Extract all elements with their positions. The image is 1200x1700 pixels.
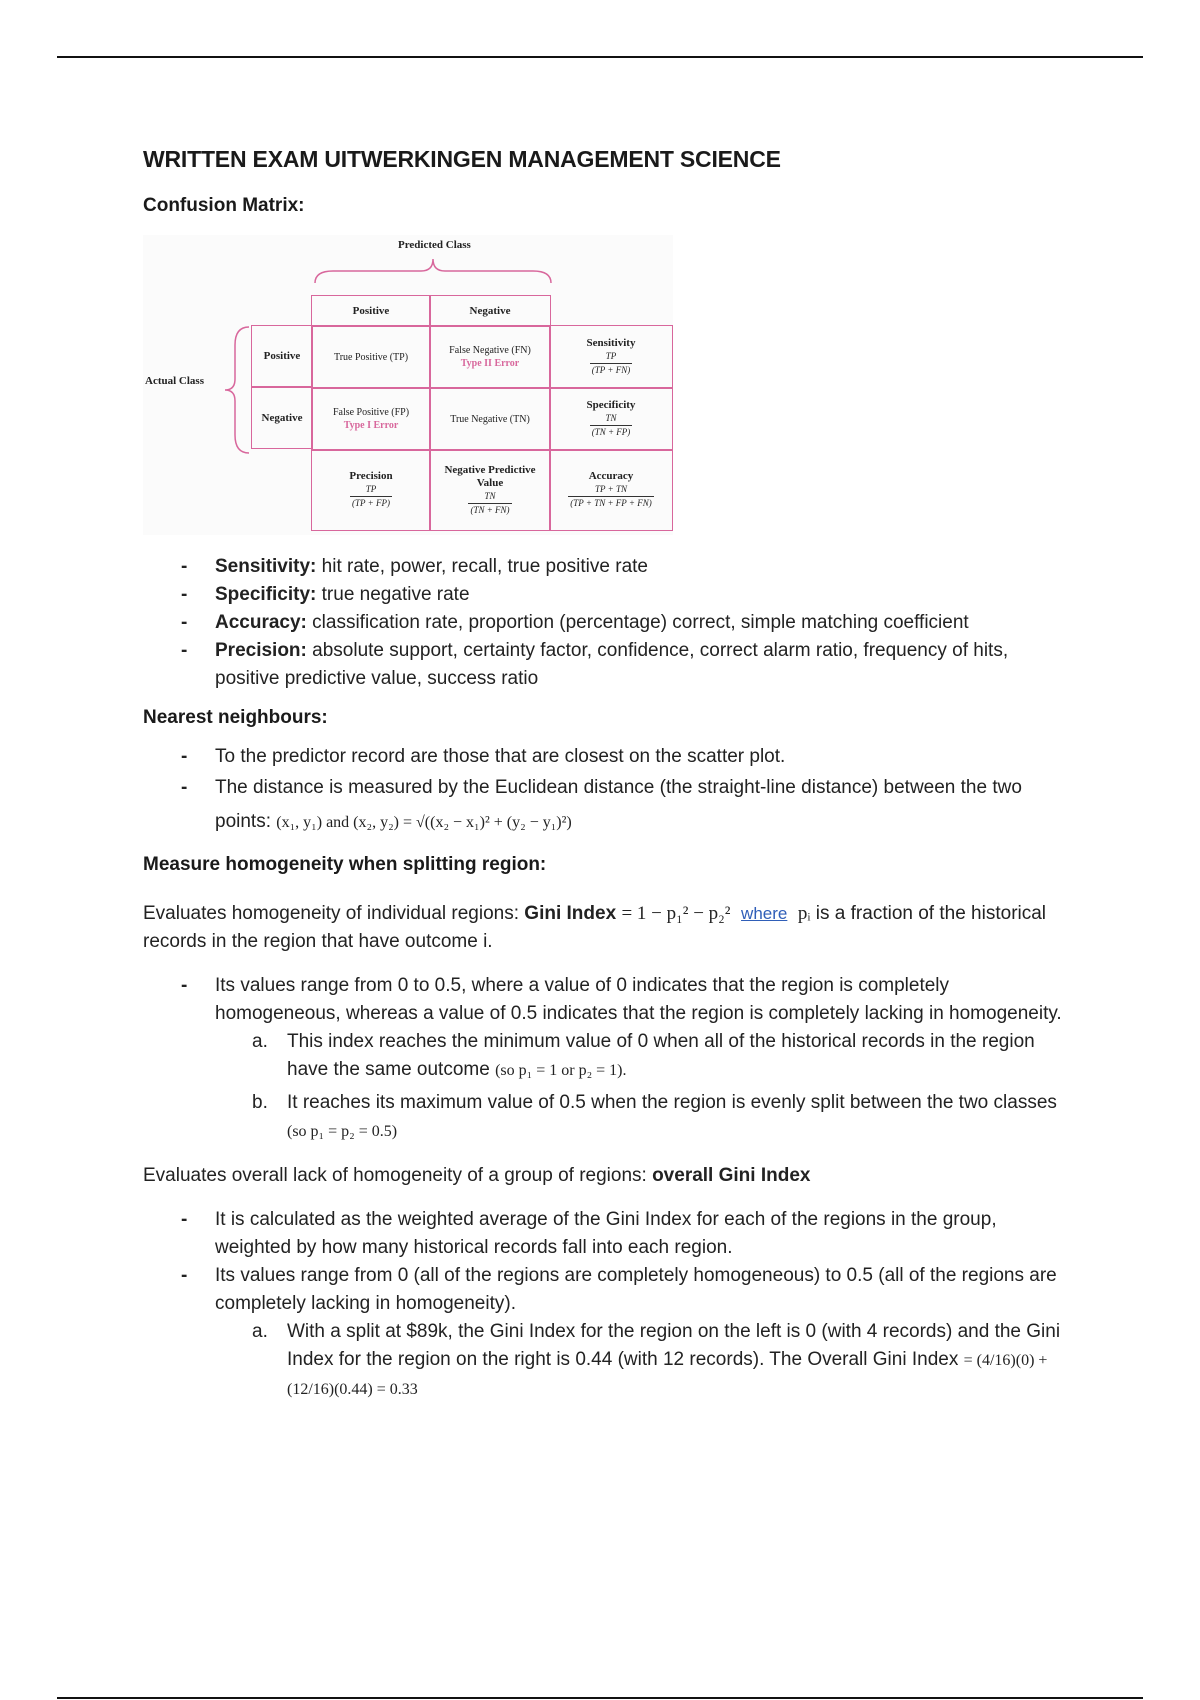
predicted-brace-icon (313, 255, 553, 285)
predicted-class-label: Predicted Class (398, 239, 471, 251)
max-formula: (so p₁ = p₂ = 0.5) (287, 1123, 398, 1140)
header-rule (57, 56, 1143, 58)
list-item: a. This index reaches the minimum value of 0 when all of the historical records in the region have the same outcome (so p₁ = 1 or p₂ = 1). (252, 1031, 1035, 1080)
actual-brace-icon (221, 325, 251, 455)
nearest-heading: Nearest neighbours: (143, 707, 328, 728)
list-item: - Specificity: true negative rate (143, 581, 1063, 609)
cell-false-negative: False Negative (FN) Type II Error (429, 325, 551, 389)
pi-symbol: pᵢ (797, 903, 811, 924)
cell-true-negative: True Negative (TN) (429, 387, 551, 451)
nearest-bullet-list (143, 743, 1063, 840)
gini-bullet-list (143, 972, 1063, 1028)
row-header-positive: Positive (251, 325, 313, 387)
actual-class-label: Actual Class (145, 375, 204, 387)
list-item: - To the predictor record are those that are closest on the scatter plot. (143, 743, 1063, 771)
overall-sub-list (143, 1318, 1063, 1404)
overall-bullet-list (143, 1206, 1063, 1318)
list-item: a. With a split at $89k, the Gini Index for the region on the left is 0 (with 4 records) and the Gini Index for the region on the right is 0.44 (with 12 records). The Overall Gini Index = (4/16)(0) + (12/16)(0.44) = 0.33 (252, 1321, 1061, 1398)
confusion-bullet-list (143, 553, 1063, 693)
col-header-positive: Positive (311, 295, 431, 327)
list-item: - Precision: absolute support, certainty factor, confidence, correct alarm ratio, frequency of hits, positive predictive value, success ratio (143, 637, 1063, 693)
cell-sensitivity: Sensitivity TP (TP + FN) (549, 325, 673, 389)
euclidean-formula: (x₁, y₁) and (x₂, y₂) = √((x₂ − x₁)² + (y₂ − y₁)²) (276, 814, 572, 831)
cell-false-positive: False Positive (FP) Type I Error (311, 387, 431, 451)
list-item: - Accuracy: classification rate, proportion (percentage) correct, simple matching coefficient (143, 609, 1063, 637)
list-item: - Its values range from 0 to 0.5, where a value of 0 indicates that the region is completely homogeneous, whereas a value of 0.5 indicates that the region is completely lacking in homogeneity. (143, 972, 1063, 1028)
list-item: - It is calculated as the weighted average of the Gini Index for each of the regions in the group, weighted by how many historical records fall into each region. (143, 1206, 1063, 1262)
cell-precision: Precision TP (TP + FP) (311, 449, 431, 531)
overall-gini-intro: Evaluates overall lack of homogeneity of a group of regions: overall Gini Index (143, 1165, 811, 1186)
overall-gini-formula: = (4/16)(0) + (12/16)(0.44) = 0.33 (287, 1352, 1048, 1398)
gini-sub-list (143, 1028, 1063, 1146)
list-item: - The distance is measured by the Euclidean distance (the straight-line distance) between the two points: (x₁, y₁) and (x₂, y₂) = √((x₂ − x₁)² + (y₂ − y₁)²) (143, 771, 1063, 840)
row-header-negative: Negative (251, 387, 313, 449)
cell-specificity: Specificity TN (TN + FP) (549, 387, 673, 451)
homogeneity-heading: Measure homogeneity when splitting region: (143, 854, 547, 875)
cell-negative-predictive-value: Negative Predictive Value TN (TN + FN) (429, 449, 551, 531)
gini-formula: = 1 − p₁² − p₂² (621, 903, 731, 924)
min-formula: (so p₁ = 1 or p₂ = 1). (495, 1062, 627, 1079)
col-header-negative: Negative (429, 295, 551, 327)
gini-intro: Evaluates homogeneity of individual regions: Gini Index = 1 − p₁² − p₂² where pᵢ is a fraction of the historical records in the region that have outcome i. (143, 903, 1047, 952)
list-item: b. It reaches its maximum value of 0.5 when the region is evenly split between the two classes (so p₁ = p₂ = 0.5) (252, 1092, 1057, 1140)
document-body (143, 140, 1063, 1404)
confusion-heading: Confusion Matrix: (143, 195, 305, 216)
list-item: - Its values range from 0 (all of the regions are completely homogeneous) to 0.5 (all of the regions are completely lacking in homogeneity). (143, 1262, 1063, 1318)
cell-accuracy: Accuracy TP + TN (TP + TN + FP + FN) (549, 449, 673, 531)
cell-true-positive: True Positive (TP) (311, 325, 431, 389)
confusion-matrix-figure (143, 235, 673, 535)
where-link[interactable]: where (741, 904, 788, 923)
list-item: - Sensitivity: hit rate, power, recall, true positive rate (143, 553, 1063, 581)
page-title: WRITTEN EXAM UITWERKINGEN MANAGEMENT SCIENCE (143, 146, 781, 172)
footer-rule (57, 1697, 1143, 1699)
